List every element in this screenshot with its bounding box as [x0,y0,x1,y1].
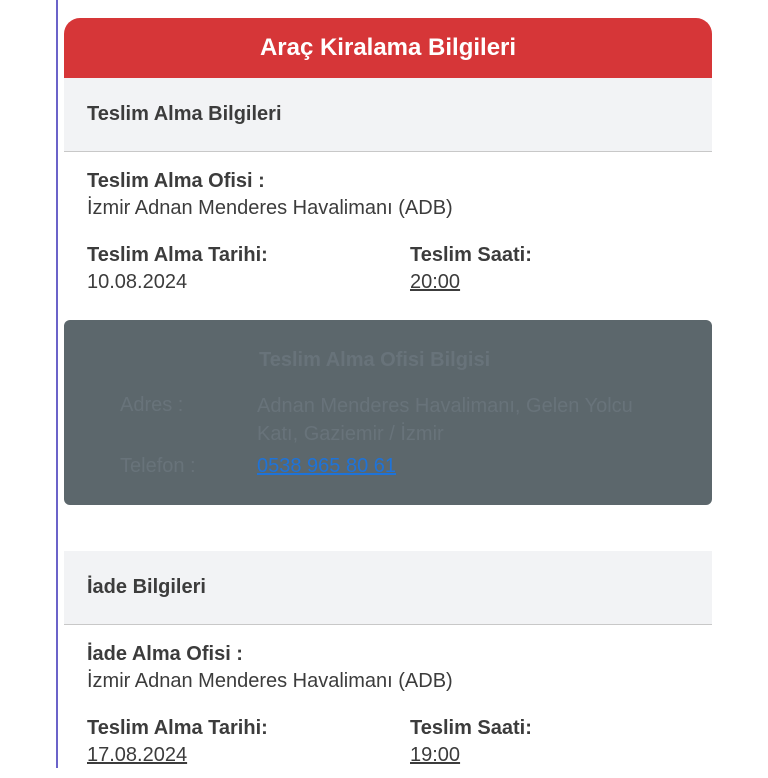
pickup-office-value: İzmir Adnan Menderes Havalimanı (ADB) [87,197,453,219]
pickup-office-block [64,152,712,222]
pickup-time-label: Teslim Saati: [410,244,532,266]
pickup-section-title: Teslim Alma Bilgileri [64,78,712,152]
pickup-office-label: Teslim Alma Ofisi : [87,170,265,192]
return-office-block [64,625,712,695]
office-phone-label: Telefon : [120,455,196,477]
card-title: Araç Kiralama Bilgileri [259,34,517,61]
return-office-label: İade Alma Ofisi : [87,643,243,665]
office-phone-link[interactable]: 0538 965 80 61 [257,455,397,477]
office-address-value: Adnan Menderes Havalimanı, Gelen Yolcu Katı, Gaziemir / İzmir [257,395,633,445]
pickup-date-label: Teslim Alma Tarihi: [87,244,268,266]
return-date-label: Teslim Alma Tarihi: [87,717,268,739]
return-section-title: İade Bilgileri [64,551,712,625]
pickup-datetime-row [64,222,712,296]
office-address-label: Adres : [120,394,184,416]
office-info-title: Teslim Alma Ofisi Bilgisi [259,349,491,371]
return-time-value: 19:00 [410,744,461,766]
card-header [64,18,712,78]
rental-info-card [64,18,712,778]
left-border-line [56,0,58,768]
pickup-office-info-box [64,320,712,505]
pickup-time-value: 20:00 [410,271,461,293]
return-time-label: Teslim Saati: [410,717,532,739]
return-date-value: 17.08.2024 [87,744,188,766]
return-datetime-row [64,695,712,769]
pickup-date-value: 10.08.2024 [87,271,188,293]
return-office-value: İzmir Adnan Menderes Havalimanı (ADB) [87,670,453,692]
